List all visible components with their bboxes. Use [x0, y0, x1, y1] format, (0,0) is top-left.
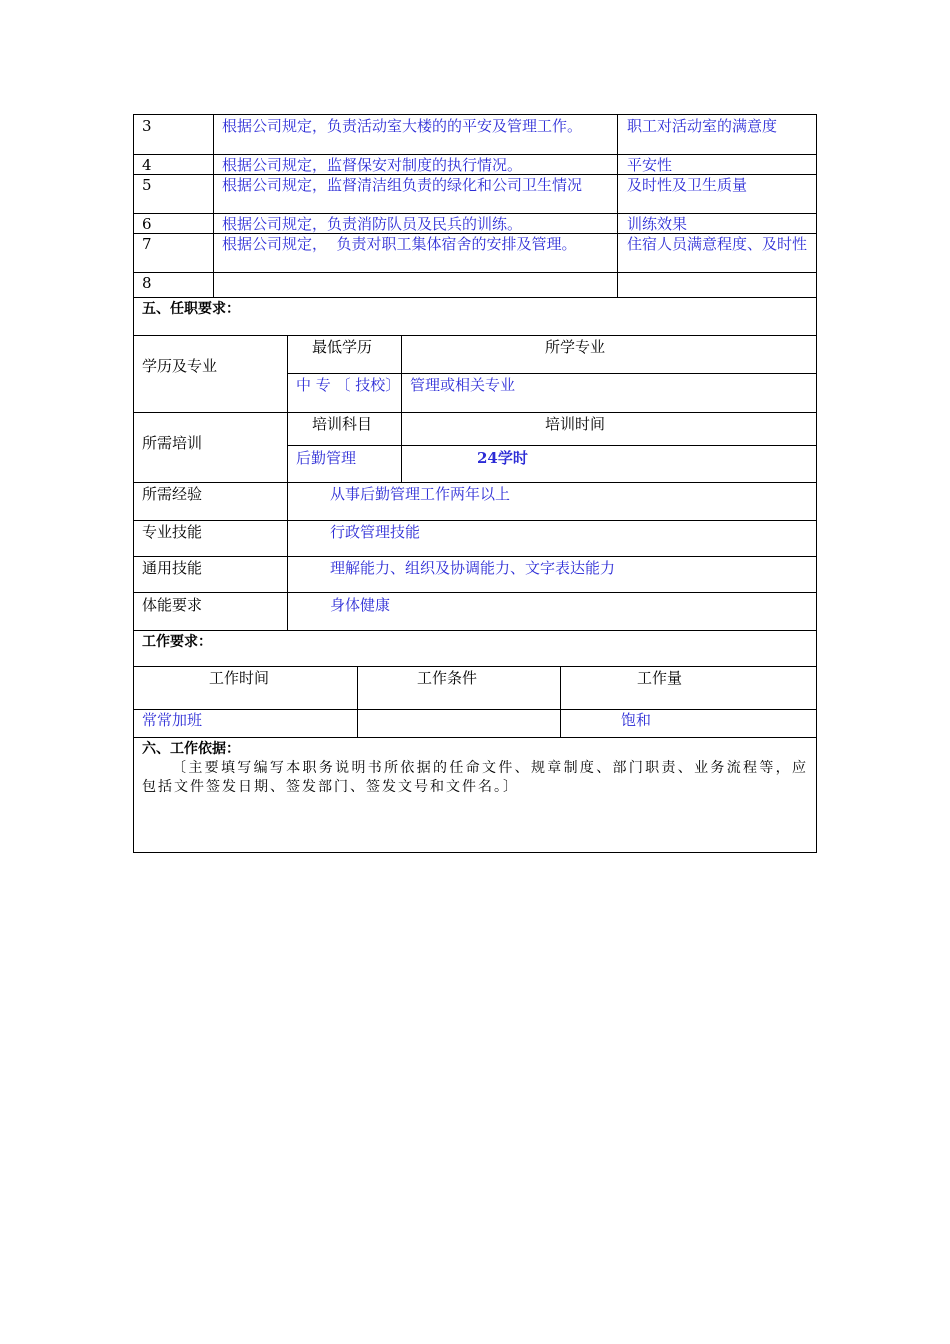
major-value: 管理或相关专业 [410, 376, 516, 394]
general-skill-value: 理解能力、组织及协调能力、文字表达能力 [330, 559, 616, 577]
work-condition-header: 工作条件 [417, 669, 478, 687]
row-divider [133, 520, 817, 521]
education-label: 学历及专业 [142, 357, 218, 375]
row-divider [133, 154, 817, 155]
row-divider [133, 482, 817, 483]
section-title: 六、工作依据： [142, 741, 240, 757]
row-divider [133, 213, 817, 214]
duty-content: 根据公司规定，监督保安对制度的执行情况。 [222, 156, 523, 174]
row-divider [133, 412, 817, 413]
col-divider [560, 666, 561, 737]
basis-note: 〔主要填写编写本职务说明书所依据的任命文件、规章制度、部门职责、业务流程等，应包括文件签发日期、签发部门、签发文号和文件名。〕 [142, 760, 808, 795]
duty-content: 根据公司规定，监督清洁组负责的绿化和公司卫生情况 [222, 176, 583, 194]
row-number: 3 [142, 117, 152, 135]
major-header: 所学专业 [545, 338, 606, 356]
general-skill-label: 通用技能 [142, 559, 203, 577]
col-divider [401, 335, 402, 482]
col-divider [617, 114, 618, 297]
duty-standard: 平安性 [627, 156, 673, 174]
duty-content: 根据公司规定， 负责对职工集体宿舍的安排及管理。 [222, 235, 577, 253]
row-divider [133, 272, 817, 273]
row-divider [133, 335, 817, 336]
col-divider [287, 335, 288, 630]
min-education-header: 最低学历 [312, 338, 373, 356]
row-number: 6 [142, 215, 152, 233]
work-req-title: 工作要求： [142, 634, 212, 650]
physical-value: 身体健康 [330, 596, 391, 614]
training-time-value: 24学时 [477, 449, 528, 467]
training-subject-header: 培训科目 [312, 415, 373, 433]
duty-standard: 及时性及卫生质量 [627, 176, 748, 194]
training-time-header: 培训时间 [545, 415, 606, 433]
row-divider [133, 297, 817, 298]
workload-value: 饱和 [621, 711, 652, 729]
col-divider [213, 114, 214, 297]
duty-standard: 训练效果 [627, 215, 688, 233]
col-divider [357, 666, 358, 737]
row-number: 8 [142, 274, 152, 292]
work-time-header: 工作时间 [209, 669, 270, 687]
min-education-value: 中 专 〔 技校〕 [296, 376, 401, 394]
row-divider [133, 592, 817, 593]
pro-skill-label: 专业技能 [142, 523, 203, 541]
row-number: 5 [142, 176, 152, 194]
duty-standard: 职工对活动室的满意度 [627, 117, 778, 135]
row-divider [133, 630, 817, 631]
section-title: 五、任职要求： [142, 301, 240, 317]
row-divider [287, 373, 817, 374]
row-number: 7 [142, 235, 152, 253]
row-divider [133, 556, 817, 557]
row-divider [133, 709, 817, 710]
duty-content: 根据公司规定，负责消防队员及民兵的训练。 [222, 215, 523, 233]
row-number: 4 [142, 156, 152, 174]
row-divider [133, 737, 817, 738]
duty-standard: 住宿人员满意程度、及时性 [627, 235, 808, 253]
duty-content: 根据公司规定，负责活动室大楼的的平安及管理工作。 [222, 117, 583, 135]
row-divider [287, 445, 817, 446]
pro-skill-value: 行政管理技能 [330, 523, 421, 541]
experience-label: 所需经验 [142, 485, 203, 503]
physical-label: 体能要求 [142, 596, 203, 614]
row-divider [133, 666, 817, 667]
experience-value: 从事后勤管理工作两年以上 [330, 485, 511, 503]
work-time-value: 常常加班 [142, 711, 203, 729]
training-subject-value: 后勤管理 [296, 449, 357, 467]
workload-header: 工作量 [637, 669, 683, 687]
training-label: 所需培训 [142, 434, 203, 452]
